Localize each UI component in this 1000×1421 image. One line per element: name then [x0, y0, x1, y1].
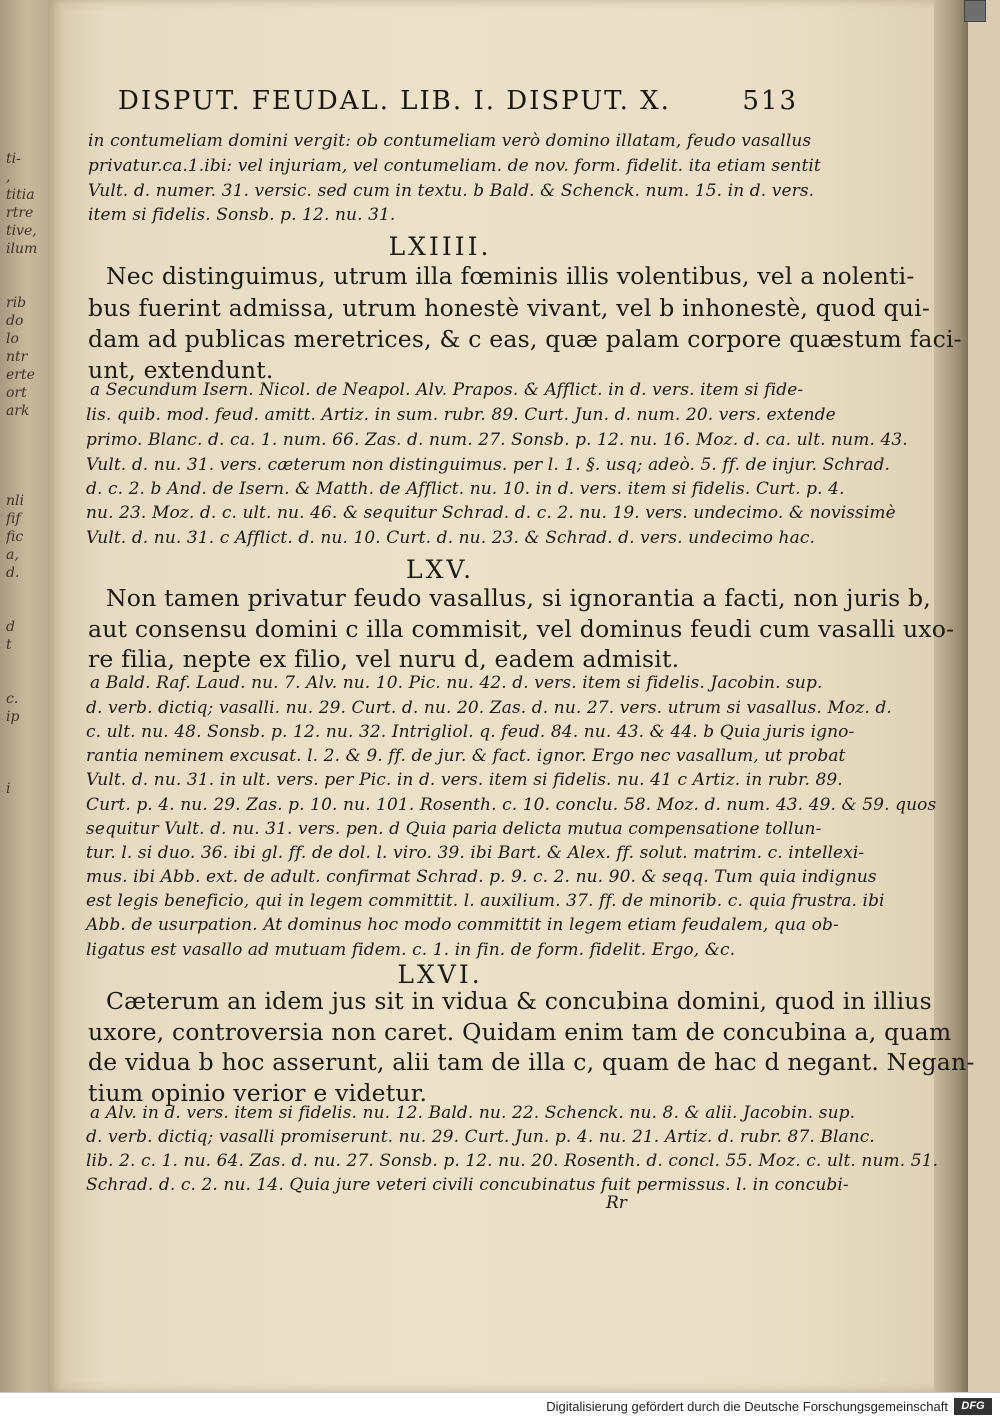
footnote-line: tur. l. si duo. 36. ibi gl. ff. de dol. l. viro. 39. ibi Bart. & Alex. ff. solut. matrim. c. intellexi- [86, 843, 865, 863]
previous-page-fragment: d [6, 619, 15, 635]
running-header [118, 86, 798, 116]
page-number: 513 [742, 86, 798, 116]
previous-page-fragment: t [6, 637, 12, 653]
previous-page-fragment: erte [6, 367, 35, 383]
section-body-line: tium opinio verior e videtur. [88, 1079, 428, 1107]
previous-page-fragment: do [6, 313, 24, 329]
footer-bar [0, 1392, 1000, 1421]
section-body-line: Cæterum an idem jus sit in vidua & concubina domini, quod in illius [106, 987, 932, 1015]
previous-page-fragment: ark [6, 403, 30, 419]
previous-page-fragment: ti- [6, 151, 21, 167]
intro-note-line: Vult. d. numer. 31. versic. sed cum in textu. b Bald. & Schenck. num. 15. in d. vers. [88, 181, 815, 201]
section-body-line: Nec distinguimus, utrum illa fœminis illis volentibus, vel a nolenti- [106, 262, 915, 290]
previous-page-fragment: i [6, 781, 11, 797]
previous-page-fragment: rtre [6, 205, 34, 221]
footnote-line: a Alv. in d. vers. item si fidelis. nu. 12. Bald. nu. 22. Schenck. nu. 8. & alii. Jacobin. sup. [90, 1103, 856, 1123]
previous-page-edge [0, 0, 48, 1392]
section-body-line: aut consensu domini c illa commisit, vel dominus feudi cum vasalli uxo- [88, 615, 955, 643]
footnote-line: d. verb. dictiq; vasalli. nu. 29. Curt. d. nu. 20. Zas. d. nu. 27. vers. utrum si vasallus. Moz. d. [86, 698, 892, 718]
footnote-line: primo. Blanc. d. ca. 1. num. 66. Zas. d. num. 27. Sonsb. p. 12. nu. 16. Moz. d. ca. ult. num. 43. [86, 430, 908, 450]
footnote-line: sequitur Vult. d. nu. 31. vers. pen. d Quia paria delicta mutua compensatione tollun- [86, 819, 822, 839]
footnote-line: d. verb. dictiq; vasalli promiserunt. nu. 29. Curt. Jun. p. 4. nu. 21. Artiz. d. rubr. 87. Blanc. [86, 1127, 875, 1147]
footnote-line: a Bald. Raf. Laud. nu. 7. Alv. nu. 10. Pic. nu. 42. d. vers. item si fidelis. Jacobin. sup. [90, 673, 823, 693]
footnote-line: lib. 2. c. 1. nu. 64. Zas. d. nu. 27. Sonsb. p. 12. nu. 20. Rosenth. d. concl. 55. Moz. c. ult. num. 51. [86, 1151, 939, 1171]
previous-page-fragment: tive, [6, 223, 37, 239]
previous-page-fragment: c. [6, 691, 19, 707]
section-body-line: uxore, controversia non caret. Quidam enim tam de concubina a, quam [88, 1018, 952, 1046]
footnote-line: ligatus est vasallo ad mutuam fidem. c. 1. in fin. de form. fidelit. Ergo, &c. [86, 940, 736, 960]
footnote-line: Schrad. d. c. 2. nu. 14. Quia jure veteri civili concubinatus fuit permissus. l. in concubi- [86, 1175, 849, 1195]
previous-page-fragment: a, [6, 547, 19, 563]
section-body-line: de vidua b hoc asserunt, alii tam de illa c, quam de hac d negant. Negan- [88, 1048, 975, 1076]
footnote-line: Curt. p. 4. nu. 29. Zas. p. 10. nu. 101. Rosenth. c. 10. conclu. 58. Moz. d. num. 43. 49. & 59. quos [86, 795, 937, 815]
section-heading: LXVI. [397, 960, 483, 989]
section-heading: LXV. [405, 555, 475, 584]
footnote-line: Vult. d. nu. 31. vers. cæterum non distinguimus. per l. 1. §. usq; adeò. 5. ff. de injur. Schrad. [86, 455, 890, 475]
previous-page-fragment: nli [6, 493, 24, 509]
page-fore-edge [934, 0, 968, 1392]
previous-page-fragment: ntr [6, 349, 28, 365]
footnote-line: est legis beneficio, qui in legem committit. l. auxilium. 37. ff. de minorib. c. quia frustra. ibi [86, 891, 885, 911]
footnote-line: Vult. d. nu. 31. in ult. vers. per Pic. in d. vers. item si fidelis. nu. 41 c Artiz. in rubr. 89. [86, 770, 843, 790]
previous-page-fragment: d. [6, 565, 20, 581]
footnote-line: nu. 23. Moz. d. c. ult. nu. 46. & sequitur Schrad. d. c. 2. nu. 19. vers. undecimo. & novissimè [86, 503, 896, 523]
previous-page-fragment: ilum [6, 241, 38, 257]
footnote-line: rantia neminem excusat. l. 2. & 9. ff. de jur. & fact. ignor. Ergo nec vasallum, ut probat [86, 746, 846, 766]
section-body-line: Non tamen privatur feudo vasallus, si ignorantia a facti, non juris b, [106, 584, 931, 612]
footer-credit: Digitalisierung gefördert durch die Deutsche Forschungsgemeinschaft [546, 1399, 948, 1414]
intro-note-line: in contumeliam domini vergit: ob contumeliam verò domino illatam, feudo vasallus [88, 131, 812, 151]
footnote-line: a Secundum Isern. Nicol. de Neapol. Alv. Prapos. & Afflict. in d. vers. item si fide- [90, 380, 804, 400]
section-heading: LXIIII. [388, 232, 492, 261]
section-body-line: unt, extendunt. [88, 356, 274, 384]
signature-mark: Rr [606, 1193, 627, 1213]
footnote-line: c. ult. nu. 48. Sonsb. p. 12. nu. 32. Intrigliol. q. feud. 84. nu. 43. & 44. b Quia juris igno- [86, 722, 855, 742]
previous-page-fragment: titia [6, 187, 35, 203]
previous-page-fragment: ip [6, 709, 20, 725]
previous-page-fragment: lo [6, 331, 19, 347]
dfg-logo-icon: DFG [954, 1398, 992, 1415]
section-body-line: bus fuerint admissa, utrum honestè vivant, vel b inhonestè, quod qui- [88, 294, 930, 322]
running-title: DISPUT. FEUDAL. LIB. I. DISPUT. X. [118, 86, 671, 116]
footnote-line: Abb. de usurpation. At dominus hoc modo committit in legem etiam feudalem, qua ob- [86, 915, 839, 935]
footnote-line: Vult. d. nu. 31. c Afflict. d. nu. 10. Curt. d. nu. 23. & Schrad. d. vers. undecimo hac. [86, 528, 815, 548]
previous-page-fragment: fic [6, 529, 24, 545]
footnote-line: d. c. 2. b And. de Isern. & Matth. de Afflict. nu. 10. in d. vers. item si fidelis. Curt. p. 4. [86, 479, 845, 499]
intro-note-line: privatur.ca.1.ibi: vel injuriam, vel contumeliam. de nov. form. fidelit. ita etiam sentit [88, 156, 821, 176]
footnote-line: mus. ibi Abb. ext. de adult. confirmat Schrad. p. 9. c. 2. nu. 90. & seqq. Tum quia indignus [86, 867, 877, 887]
color-scale-square [964, 0, 986, 22]
section-body-line: re filia, nepte ex filio, vel nuru d, eadem admisit. [88, 645, 680, 673]
previous-page-fragment: rib [6, 295, 27, 311]
footnote-line: lis. quib. mod. feud. amitt. Artiz. in sum. rubr. 89. Curt. Jun. d. num. 20. vers. extende [86, 405, 836, 425]
previous-page-fragment: ort [6, 385, 27, 401]
section-body-line: dam ad publicas meretrices, & c eas, quæ palam corpore quæstum faci- [88, 325, 962, 353]
previous-page-fragment: fif [6, 511, 21, 527]
intro-note-line: item si fidelis. Sonsb. p. 12. nu. 31. [88, 205, 396, 225]
previous-page-fragment: , [6, 169, 11, 185]
